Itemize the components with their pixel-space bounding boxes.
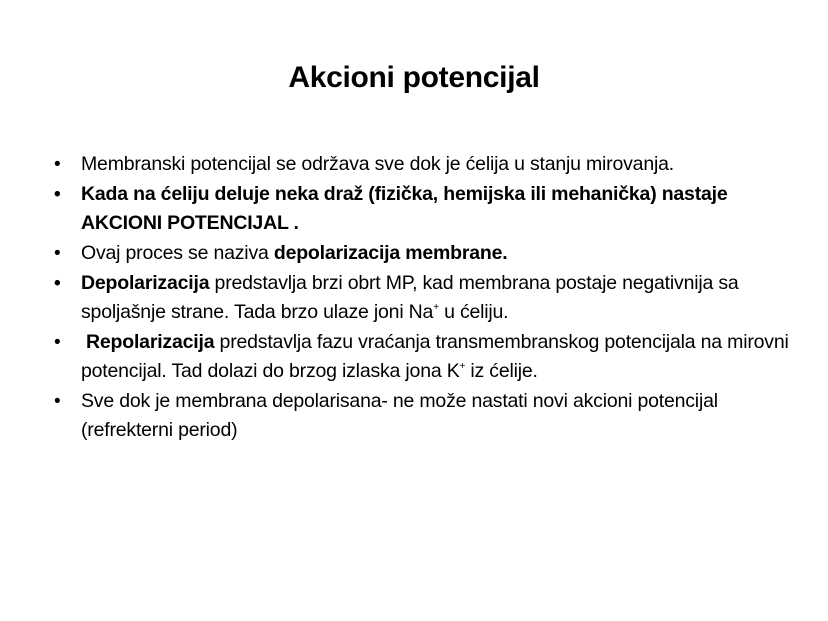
bullet-icon: • — [54, 391, 61, 412]
bullet-icon: • — [54, 332, 61, 353]
bullet-icon: • — [54, 273, 61, 294]
bullet-text: Sve dok je membrana depolarisana- ne može nastati novi akcioni potencijal (refrekterni period) — [81, 390, 718, 441]
bullet-bold-text: Depolarizacija — [81, 272, 210, 294]
superscript-plus: + — [433, 302, 439, 313]
bullet-item — [50, 387, 790, 445]
bullet-text: Ovaj proces se naziva — [81, 242, 274, 264]
bullet-item — [50, 180, 790, 238]
bullet-text-end: iz ćelije. — [465, 360, 538, 382]
bullet-item — [50, 150, 790, 179]
bullet-icon: • — [54, 243, 61, 264]
bullet-list — [50, 150, 790, 446]
bullet-text: Membranski potencijal se održava sve dok je ćelija u stanju mirovanja. — [81, 153, 674, 175]
bullet-item — [50, 269, 790, 327]
superscript-plus: + — [459, 361, 466, 372]
bullet-icon: • — [54, 184, 61, 205]
bullet-icon: • — [54, 154, 61, 175]
bullet-item — [50, 328, 790, 386]
bullet-bold-text: depolarizacija membrane. — [273, 242, 508, 264]
bullet-text-end: u ćeliju. — [438, 301, 509, 323]
bullet-bold-text: Repolarizacija — [86, 331, 215, 353]
slide-title: Akcioni potencijal — [288, 61, 540, 94]
bullet-text: predstavlja brzi obrt MP, kad membrana postaje negativnija sa spoljašnje strane. Tada brzo ulaze joni Na — [81, 272, 739, 323]
bullet-bold-text: Kada na ćeliju deluje neka draž (fizička, hemijska ili mehanička) nastaje AKCIONI POTENCIJAL . — [81, 183, 728, 234]
bullet-item — [50, 239, 790, 268]
bullet-text: predstavlja fazu vraćanja transmembranskog potencijala na mirovni potencijal. Tad dolazi do brzog izlaska jona K — [81, 331, 789, 382]
